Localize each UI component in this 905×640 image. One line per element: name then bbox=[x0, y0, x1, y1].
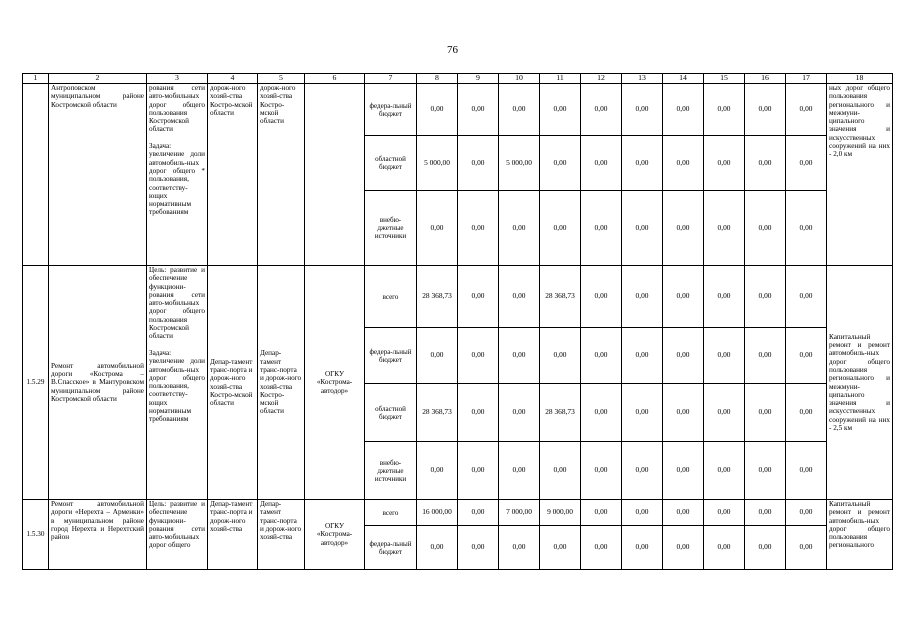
amount-cell: 0,00 bbox=[745, 328, 786, 384]
amount-cell: 0,00 bbox=[745, 526, 786, 570]
amount-cell: 0,00 bbox=[704, 384, 745, 442]
amount-cell: 0,00 bbox=[745, 136, 786, 191]
amount-cell: 0,00 bbox=[622, 328, 663, 384]
amount-cell: 0,00 bbox=[499, 191, 540, 266]
table-row bbox=[23, 500, 893, 526]
amount-cell: 0,00 bbox=[663, 136, 704, 191]
amount-cell: 0,00 bbox=[581, 84, 622, 136]
item-name: Антроповском муниципальном районе Костромской области bbox=[49, 84, 147, 266]
item-goal: Цель: развитие и обеспечение функциони-рования сети авто-мобильных дорог общего пользования Костромской области Задача: увеличение доли автомобиль-ных дорог общего пользования, соответству-ющих нормативным требованиям bbox=[147, 266, 208, 500]
expected-result: Капитальный ремонт и ремонт автомобиль-ных дорог общего пользования регионального и межмуни-ципального значения и искусственных сооружений на них - 2,5 км bbox=[827, 266, 893, 500]
amount-cell: 0,00 bbox=[745, 84, 786, 136]
amount-cell: 0,00 bbox=[704, 328, 745, 384]
funding-source: областной бюджет bbox=[365, 384, 417, 442]
amount-cell: 0,00 bbox=[540, 136, 581, 191]
item-goal: рования сети авто-мобильных дорог общего пользования Костромской области Задача: увеличение доли автомобиль-ных дорог общего * пользования, соответству-ющих нормативным требованиям bbox=[147, 84, 208, 266]
amount-cell: 0,00 bbox=[663, 526, 704, 570]
amount-cell: 0,00 bbox=[581, 328, 622, 384]
amount-cell: 5 000,00 bbox=[417, 136, 458, 191]
amount-cell: 0,00 bbox=[663, 442, 704, 500]
amount-cell: 0,00 bbox=[540, 328, 581, 384]
item-department: Депар-тамент транс-порта и дорож-ного хозяй-ства Костро-мской области bbox=[208, 266, 258, 500]
amount-cell: 0,00 bbox=[499, 442, 540, 500]
amount-cell: 0,00 bbox=[499, 328, 540, 384]
amount-cell: 0,00 bbox=[786, 500, 827, 526]
item-name: Ремонт автомобильной дороги «Нерехта – Арменки» в муниципальном районе город Нерехта и Нерехтский район bbox=[49, 500, 147, 570]
amount-cell: 0,00 bbox=[581, 191, 622, 266]
amount-cell: 0,00 bbox=[417, 328, 458, 384]
amount-cell: 0,00 bbox=[581, 526, 622, 570]
amount-cell: 0,00 bbox=[499, 266, 540, 328]
amount-cell: 0,00 bbox=[499, 384, 540, 442]
amount-cell: 0,00 bbox=[663, 84, 704, 136]
amount-cell: 0,00 bbox=[458, 266, 499, 328]
amount-cell: 0,00 bbox=[745, 191, 786, 266]
amount-cell: 0,00 bbox=[786, 442, 827, 500]
amount-cell: 0,00 bbox=[458, 442, 499, 500]
amount-cell: 0,00 bbox=[458, 84, 499, 136]
table-row bbox=[23, 84, 893, 136]
amount-cell: 0,00 bbox=[663, 500, 704, 526]
amount-cell: 9 000,00 bbox=[540, 500, 581, 526]
amount-cell: 0,00 bbox=[458, 136, 499, 191]
column-header: 16 bbox=[745, 74, 786, 84]
amount-cell: 0,00 bbox=[581, 500, 622, 526]
amount-cell: 0,00 bbox=[417, 526, 458, 570]
funding-source: федера-льный бюджет bbox=[365, 84, 417, 136]
expected-result: ных дорог общего пользования регионального и межмуни-ципального значения и искусственных сооружений на них - 2,0 км bbox=[827, 84, 893, 266]
column-header: 11 bbox=[540, 74, 581, 84]
amount-cell: 0,00 bbox=[622, 136, 663, 191]
column-header: 6 bbox=[305, 74, 365, 84]
amount-cell: 0,00 bbox=[704, 84, 745, 136]
column-header: 18 bbox=[827, 74, 893, 84]
amount-cell: 28 368,73 bbox=[417, 384, 458, 442]
column-header: 8 bbox=[417, 74, 458, 84]
amount-cell: 0,00 bbox=[581, 442, 622, 500]
item-number: 1.5.30 bbox=[23, 500, 49, 570]
amount-cell: 0,00 bbox=[458, 384, 499, 442]
amount-cell: 0,00 bbox=[663, 328, 704, 384]
amount-cell: 0,00 bbox=[786, 191, 827, 266]
amount-cell: 0,00 bbox=[581, 384, 622, 442]
amount-cell: 0,00 bbox=[704, 136, 745, 191]
amount-cell: 28 368,73 bbox=[417, 266, 458, 328]
amount-cell: 0,00 bbox=[622, 442, 663, 500]
amount-cell: 0,00 bbox=[499, 526, 540, 570]
amount-cell: 0,00 bbox=[663, 266, 704, 328]
amount-cell: 0,00 bbox=[622, 191, 663, 266]
amount-cell: 0,00 bbox=[417, 191, 458, 266]
amount-cell: 0,00 bbox=[704, 500, 745, 526]
item-coexecutor: Депар-тамент транс-порта и дорож-ного хозяй-ства bbox=[258, 500, 305, 570]
page-number: 76 bbox=[447, 44, 458, 56]
column-header: 2 bbox=[49, 74, 147, 84]
amount-cell: 0,00 bbox=[663, 191, 704, 266]
funding-source: федера-льный бюджет bbox=[365, 328, 417, 384]
amount-cell: 0,00 bbox=[704, 442, 745, 500]
amount-cell: 7 000,00 bbox=[499, 500, 540, 526]
amount-cell: 0,00 bbox=[622, 266, 663, 328]
funding-source: областной бюджет bbox=[365, 136, 417, 191]
funding-source: внебю-джетные источники bbox=[365, 442, 417, 500]
amount-cell: 0,00 bbox=[704, 266, 745, 328]
item-executor bbox=[305, 84, 365, 266]
amount-cell: 0,00 bbox=[786, 526, 827, 570]
amount-cell: 0,00 bbox=[745, 500, 786, 526]
item-executor: ОГКУ «Кострома-автодор» bbox=[305, 500, 365, 570]
amount-cell: 0,00 bbox=[458, 500, 499, 526]
amount-cell: 0,00 bbox=[581, 266, 622, 328]
amount-cell: 0,00 bbox=[622, 500, 663, 526]
item-department: Депар-тамент транс-порта и дорож-ного хозяй-ства bbox=[208, 500, 258, 570]
item-coexecutor: Депар-тамент транс-порта и дорож-ного хозяй-ства Костро-мской области bbox=[258, 266, 305, 500]
amount-cell: 5 000,00 bbox=[499, 136, 540, 191]
amount-cell: 0,00 bbox=[540, 84, 581, 136]
item-goal: Цель: развитие и обеспечение функциони-рования сети авто-мобильных дорог общего bbox=[147, 500, 208, 570]
amount-cell: 0,00 bbox=[458, 526, 499, 570]
funding-source: всего bbox=[365, 266, 417, 328]
amount-cell: 0,00 bbox=[458, 328, 499, 384]
column-header: 1 bbox=[23, 74, 49, 84]
amount-cell: 28 368,73 bbox=[540, 266, 581, 328]
amount-cell: 0,00 bbox=[622, 526, 663, 570]
column-header: 17 bbox=[786, 74, 827, 84]
amount-cell: 0,00 bbox=[745, 266, 786, 328]
amount-cell: 0,00 bbox=[786, 328, 827, 384]
amount-cell: 0,00 bbox=[622, 84, 663, 136]
item-name: Ремонт автомобильной дороги «Кострома – В.Спасское» в Мантуровском муниципальном районе Костромской области bbox=[49, 266, 147, 500]
item-executor: ОГКУ «Кострома-автодор» bbox=[305, 266, 365, 500]
amount-cell: 0,00 bbox=[786, 384, 827, 442]
item-number: 1.5.29 bbox=[23, 266, 49, 500]
amount-cell: 16 000,00 bbox=[417, 500, 458, 526]
funding-source: федера-льный бюджет bbox=[365, 526, 417, 570]
header-row bbox=[23, 74, 893, 84]
column-header: 7 bbox=[365, 74, 417, 84]
amount-cell: 0,00 bbox=[458, 191, 499, 266]
amount-cell: 0,00 bbox=[663, 384, 704, 442]
funding-source: всего bbox=[365, 500, 417, 526]
amount-cell: 0,00 bbox=[704, 526, 745, 570]
amount-cell: 0,00 bbox=[622, 384, 663, 442]
item-department: дорож-ного хозяй-ства Костро-мской области bbox=[208, 84, 258, 266]
table-body bbox=[23, 74, 893, 570]
amount-cell: 0,00 bbox=[745, 442, 786, 500]
column-header: 13 bbox=[622, 74, 663, 84]
amount-cell: 0,00 bbox=[540, 526, 581, 570]
amount-cell: 0,00 bbox=[417, 84, 458, 136]
funding-source: внебю-джетные источники bbox=[365, 191, 417, 266]
column-header: 10 bbox=[499, 74, 540, 84]
amount-cell: 0,00 bbox=[540, 191, 581, 266]
amount-cell: 0,00 bbox=[499, 84, 540, 136]
item-number bbox=[23, 84, 49, 266]
amount-cell: 0,00 bbox=[786, 266, 827, 328]
table-row bbox=[23, 266, 893, 328]
expected-result: Капитальный ремонт и ремонт автомобиль-ных дорог общего пользования регионального bbox=[827, 500, 893, 570]
column-header: 4 bbox=[208, 74, 258, 84]
amount-cell: 0,00 bbox=[745, 384, 786, 442]
amount-cell: 0,00 bbox=[704, 191, 745, 266]
amount-cell: 0,00 bbox=[540, 442, 581, 500]
column-header: 12 bbox=[581, 74, 622, 84]
amount-cell: 0,00 bbox=[581, 136, 622, 191]
item-coexecutor: дорож-ного хозяй-ства Костро-мской области bbox=[258, 84, 305, 266]
column-header: 3 bbox=[147, 74, 208, 84]
amount-cell: 28 368,73 bbox=[540, 384, 581, 442]
column-header: 5 bbox=[258, 74, 305, 84]
column-header: 14 bbox=[663, 74, 704, 84]
column-header: 9 bbox=[458, 74, 499, 84]
program-table bbox=[22, 73, 893, 570]
amount-cell: 0,00 bbox=[786, 136, 827, 191]
amount-cell: 0,00 bbox=[417, 442, 458, 500]
column-header: 15 bbox=[704, 74, 745, 84]
amount-cell: 0,00 bbox=[786, 84, 827, 136]
